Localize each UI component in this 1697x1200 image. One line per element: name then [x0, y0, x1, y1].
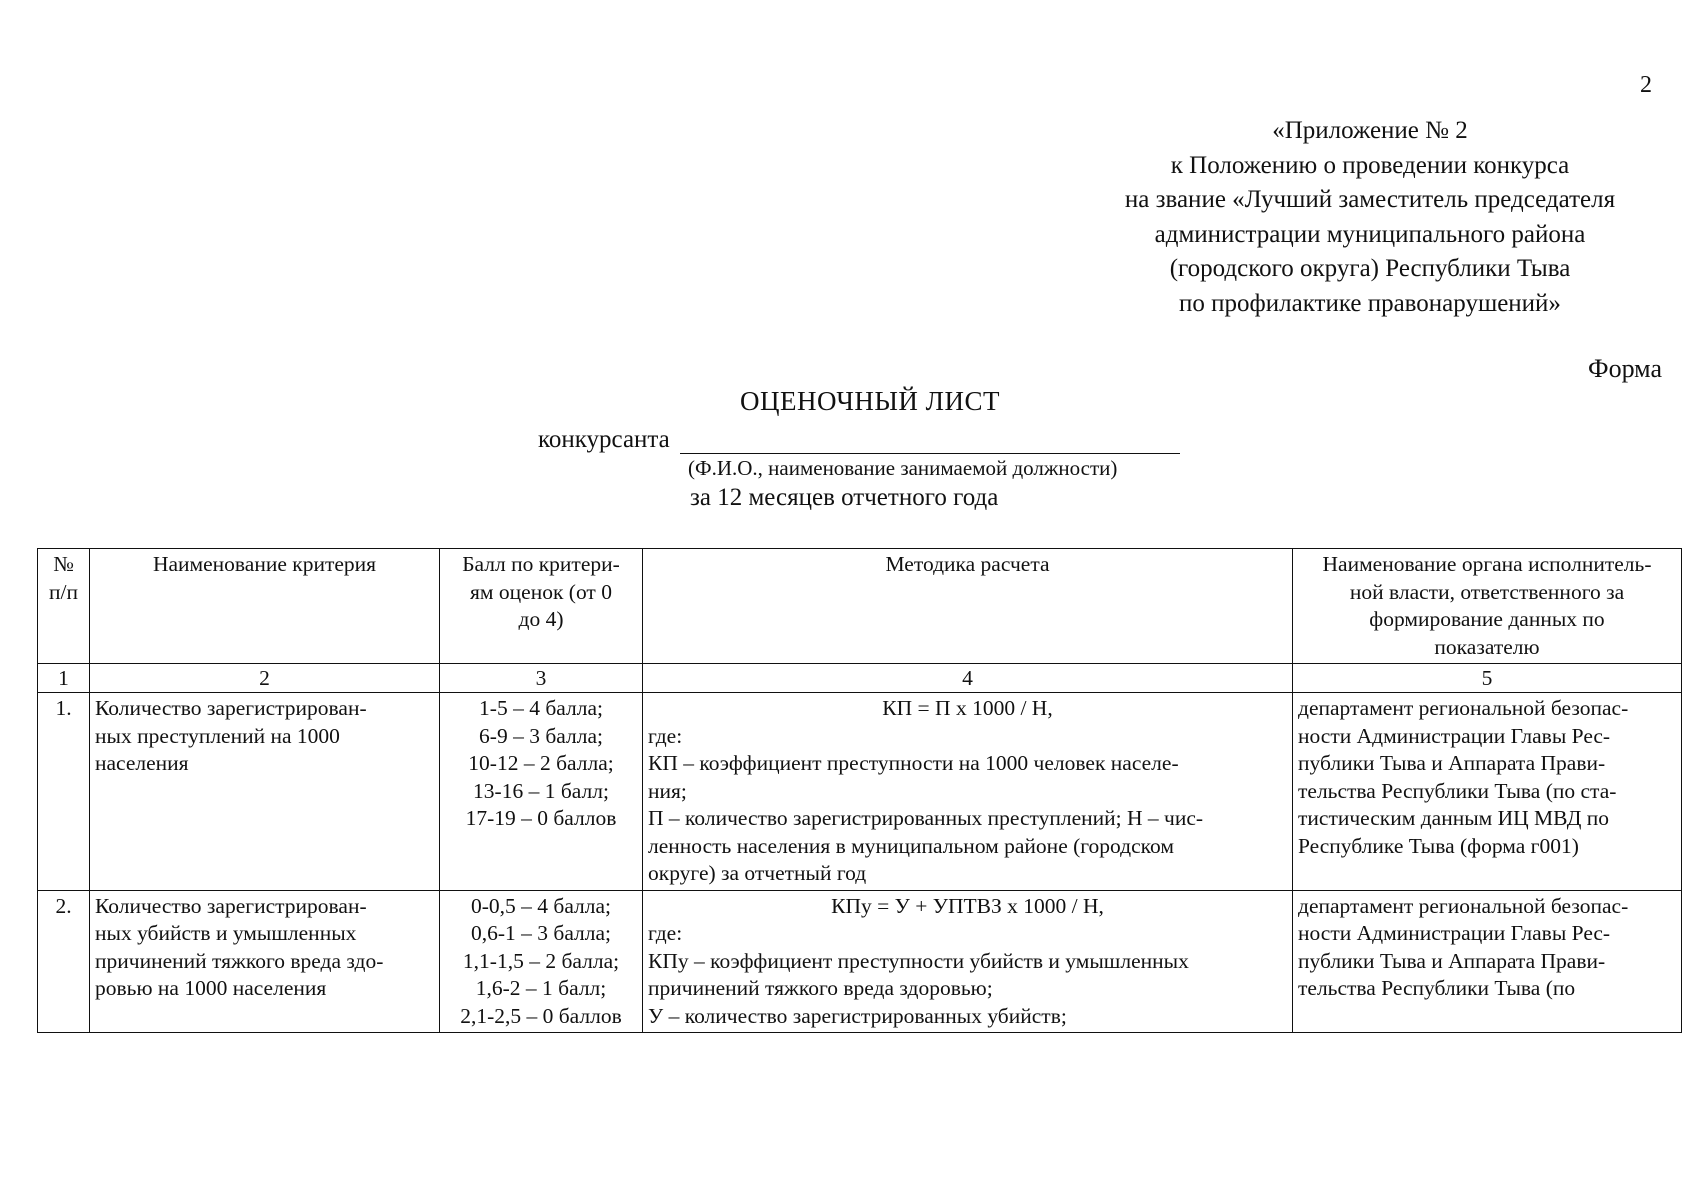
column-number: 5: [1293, 664, 1682, 693]
authority-cell: департамент региональной безопас- ности Администрации Главы Рес- публики Тыва и Аппарата Прави- тельства Республики Тыва (по: [1293, 890, 1682, 1033]
column-number: 4: [643, 664, 1293, 693]
reporting-period: за 12 месяцев отчетного года: [690, 484, 999, 511]
criteria-table: [37, 548, 1682, 1033]
header-cell-score: Балл по критери- ям оценок (от 0 до 4): [440, 549, 643, 664]
score-cell: 1-5 – 4 балла; 6-9 – 3 балла; 10-12 – 2 балла; 13-16 – 1 балл; 17-19 – 0 баллов: [440, 693, 643, 891]
appendix-line: «Приложение № 2: [1272, 117, 1468, 144]
table-row: [38, 890, 1682, 1033]
form-label: Форма: [1588, 354, 1662, 383]
column-number: 2: [90, 664, 440, 693]
contestant-row: [538, 426, 1180, 454]
row-number: 2.: [38, 890, 90, 1033]
criterion-cell: Количество зарегистрирован- ных убийств и умышленных причинений тяжкого вреда здо- ровью на 1000 населения: [90, 890, 440, 1033]
authority-cell: департамент региональной безопас- ности Администрации Главы Рес- публики Тыва и Аппарата Прави- тельства Республики Тыва (по ста- тистическим данным ИЦ МВД по Республике Тыва (форма г001): [1293, 693, 1682, 891]
header-cell-authority: Наименование органа исполнитель- ной власти, ответственного за формирование данных по показателю: [1293, 549, 1682, 664]
method-cell: КП = П х 1000 / Н, где: КП – коэффициент преступности на 1000 человек населе- ния; П – количество зарегистрированных преступлений; Н – чис- ленность населения в муниципальном районе (городском округе) за отчетный год: [643, 693, 1293, 891]
formula: КП = П х 1000 / Н,: [882, 696, 1053, 720]
header-cell-number: № п/п: [38, 549, 90, 664]
column-number: 3: [440, 664, 643, 693]
appendix-header: [1080, 114, 1660, 321]
method-cell: КПу = У + УПТВЗ х 1000 / Н, где: КПу – коэффициент преступности убийств и умышленных причинений тяжкого вреда здоровью; У – количество зарегистрированных убийств;: [643, 890, 1293, 1033]
score-cell: 0-0,5 – 4 балла; 0,6-1 – 3 балла; 1,1-1,5 – 2 балла; 1,6-2 – 1 балл; 2,1-2,5 – 0 баллов: [440, 890, 643, 1033]
contestant-label: конкурсанта: [538, 426, 670, 453]
appendix-line: по профилактике правонарушений»: [1179, 289, 1561, 317]
appendix-line: администрации муниципального района: [1154, 220, 1586, 248]
contestant-hint: (Ф.И.О., наименование занимаемой должности): [688, 456, 1118, 480]
column-number-row: [38, 664, 1682, 693]
row-number: 1.: [38, 693, 90, 891]
formula: КПу = У + УПТВЗ х 1000 / Н,: [831, 893, 1104, 918]
column-number: 1: [38, 664, 90, 693]
page-title: ОЦЕНОЧНЫЙ ЛИСТ: [740, 386, 1000, 416]
table-row: [38, 693, 1682, 891]
contestant-blank-line: [680, 429, 1180, 454]
header-cell-method: Методика расчета: [643, 549, 1293, 664]
table-header-row: [38, 549, 1682, 664]
appendix-line: (городского округа) Республики Тыва: [1169, 255, 1571, 282]
appendix-line: к Положению о проведении конкурса: [1170, 151, 1570, 179]
criterion-cell: Количество зарегистрирован- ных преступлений на 1000 населения: [90, 693, 440, 891]
header-cell-criterion: Наименование критерия: [90, 549, 440, 664]
appendix-line: на звание «Лучший заместитель председателя: [1124, 186, 1616, 213]
page-number: 2: [1640, 72, 1652, 98]
